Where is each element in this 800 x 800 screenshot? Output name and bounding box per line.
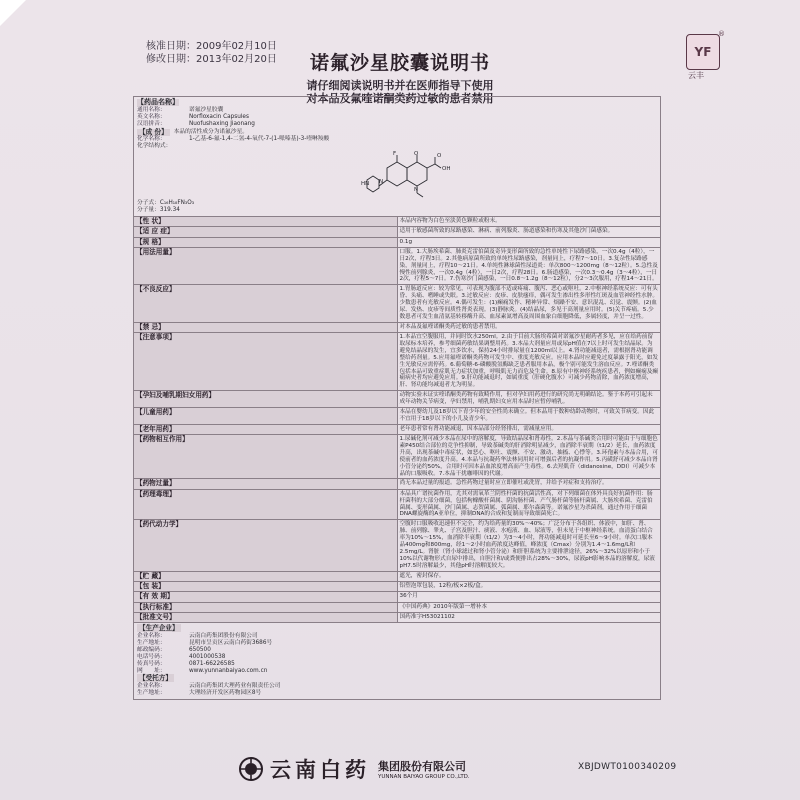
logo-caption: 云丰 — [688, 71, 704, 80]
chemical-structure — [137, 150, 657, 200]
section-row — [134, 435, 661, 479]
entrusted-line — [137, 683, 657, 690]
check-date: 核准日期：2009年02月10日 — [146, 41, 277, 52]
section-label: 【孕妇及哺乳期妇女用药】 — [134, 391, 398, 408]
section-label: 【不良反应】 — [134, 285, 398, 322]
drug-name-key: 通用名称： — [137, 106, 166, 113]
section-text: 36个月 — [397, 592, 661, 602]
section-row — [134, 602, 661, 612]
section-label: 【贮 藏】 — [134, 571, 398, 581]
print-code: XBJDWT0100340209 — [578, 762, 677, 772]
brand-name: 云南白药 — [270, 757, 370, 782]
section-label: 【性 状】 — [134, 216, 398, 226]
entrusted-lines — [137, 683, 657, 697]
structure-key: 化学结构式： — [137, 142, 172, 149]
drug-name-line — [137, 121, 657, 128]
section-label: 【药物过量】 — [134, 479, 398, 489]
section-row — [134, 391, 661, 408]
section-row — [134, 489, 661, 520]
section-text: 口服。1.大肠埃希菌、肺炎克雷伯菌及奇异变形菌所致的急性单纯性下尿路感染，一次0.4g（4粒），一日2次，疗程3日。2.其他病原菌所致的单纯性尿路感染，剂量同上，疗程7～10日。3.复杂性尿路感染，剂量同上，疗程10～21日。4.单纯性淋球菌性尿道炎：单次800～1200mg（8～12粒）。5.急性及慢性前列腺炎，一次0.4g（4粒），一日2次，疗程28日。6.肠道感染，一次0.3～0.4g（3～4粒），一日2次，疗程5～7日。7.伤寒沙门菌感染，一日0.8～1.2g（8～12粒），分2～3次服用，疗程14～21日。 — [397, 247, 661, 284]
molecular-weight: 分子量：319.34 — [137, 206, 180, 213]
entrusted-label: 【受托方】 — [139, 674, 172, 683]
group-name-zh: 集团股份有限公司 — [378, 760, 466, 773]
entrusted-key: 企业名称： — [137, 683, 166, 690]
section-label: 【药理毒理】 — [134, 489, 398, 520]
manufacturer-value: 昆明市呈贡区云南白药街3686号 — [189, 640, 273, 647]
section-row — [134, 247, 661, 284]
svg-text:O: O — [414, 150, 419, 157]
section-label: 【老年用药】 — [134, 424, 398, 434]
drug-name-lines — [137, 107, 657, 128]
section-row — [134, 581, 661, 591]
instructions-table — [133, 96, 661, 700]
manufacturer-key: 企业名称： — [137, 633, 166, 640]
baiyao-emblem-icon — [238, 756, 264, 782]
footer-brand — [238, 754, 470, 784]
section-label: 【注意事项】 — [134, 333, 398, 391]
section-row — [134, 216, 661, 226]
section-text: 空腹时口服吸收迅速但不完全，约为给药量的30%～40%；广泛分布于各组织、体液中，如肝、肾、肺、前列腺、睾丸、子宫及胆汁、痰液、水疱液、血、尿液等，但未见于中枢神经系统。血清蛋白结合率为10%～15%，血消除半衰期（t1/2）为3～4小时，肾功能减退时可延长至6～9小时。单次口服本品400mg和800mg，经1～2小时血药浓度达峰值，峰浓度（Cmax）分别为1.4～1.6mg/L和2.5mg/L。肾脏（肾小球滤过和肾小管分泌）和肝胆系统为主要排泄途径，26%～32%以原形和小于10%以代谢物形式自尿中排出，自胆汁和/或粪便排出占28%～30%，尿液pH影响本品的溶解度，尿液pH7.5时溶解最少，其他pH时溶解度较大。 — [397, 520, 661, 571]
section-label: 【儿童用药】 — [134, 408, 398, 425]
drug-name-value: Nuofushaxing Jiaonang — [189, 120, 255, 127]
chem-name-key: 化学名称： — [137, 135, 166, 142]
section-text: 本品内容物为白色至淡黄色颗粒或粉末。 — [397, 216, 661, 226]
svg-text:F: F — [393, 150, 397, 157]
section-label: 【用法用量】 — [134, 247, 398, 284]
drug-name-line — [137, 114, 657, 121]
group-name-en: YUNNAN BAIYAO GROUP CO.,LTD. — [378, 774, 470, 780]
section-row — [134, 520, 661, 571]
section-label: 【适 应 症】 — [134, 227, 398, 237]
section-text: 1.胃肠道反应：较为常见，可表现为腹部不适或疼痛、腹泻、恶心或呕吐。2.中枢神经系统反应：可有头昏、头痛、嗜睡或失眠。3.过敏反应：皮疹、皮肤瘙痒，偶可发生渗出性多形性红斑及血管神经性水肿。少数患者有光敏反应。4.偶可发生：(1)癫痫发作、精神异常、烦躁不安、意识混乱、幻觉、震颤。(2)血尿、发热、皮疹等间质性肾炎表现。(3)静脉炎。(4)结晶尿，多见于高剂量应用时。(5)关节疼痛。5.少数患者可发生血清氨基转移酶升高、血尿素氮增高及周围血象白细胞降低，多属轻度，并呈一过性。 — [397, 285, 661, 322]
section-text: 动物实验未证实喹诺酮类药物有致畸作用，但对孕妇用药进行的研究尚无明确结论。鉴于本药可引起未成年动物关节病变，孕妇禁用，哺乳期妇女应用本品时应暂停哺乳。 — [397, 391, 661, 408]
section-row — [134, 227, 661, 237]
yunfeng-logo-icon: YF — [686, 34, 720, 70]
section-text: 1.尿碱化剂可减少本品在尿中的溶解度，导致结晶尿和肾毒性。2.本品与茶碱类合用时可能由于与细胞色素P450结合部位的竞争性抑制，导致茶碱类的肝消除明显减少，血消除半衰期（t1/2）延长，血药浓度升高，出现茶碱中毒症状，如恶心、呕吐、震颤、不安、激动、抽搐、心悸等。3.环孢素与本品合用，可使前者的血药浓度升高。4.本品与抗凝药华法林同用时可增强后者的抗凝作用。5.丙磺舒可减少本品自肾小管分泌约50%，合用时可因本品血浓度增高而产生毒性。6.去羟肌苷（didanosine，DDI）可减少本品的口服吸收。7.本品干扰咖啡因的代谢。 — [397, 435, 661, 479]
section-row — [134, 571, 661, 581]
registered-mark-icon: ® — [718, 30, 725, 38]
chemical-structure-icon — [347, 150, 467, 200]
entrusted-value: 大理经济开发区药物园区8号 — [189, 690, 262, 697]
section-text: 0.1g — [397, 237, 661, 247]
drug-name-line — [137, 107, 657, 114]
section-row — [134, 237, 661, 247]
section-row — [134, 592, 661, 602]
section-text: 1.本品宜空腹服用，并同时饮水250ml。2.由于目前大肠埃希菌对诺氟沙星耐药者多见，应在给药前留取尿标本培养，参考细菌药敏结果调整用药。3.本品大剂量应用或尿pH值在7以上时可发生结晶尿。为避免结晶尿的发生，宜多饮水，保持24小时排尿量在1200ml以上。4.肾功能减退者，需根据肾功能调整给药剂量。5.应用氟喹诺酮类药物可发生中、重度光敏反应。应用本品时应避免过度暴露于阳光，如发生光敏反应需停药。6.葡萄糖-6-磷酸脱氢酶缺乏患者服用本品，极个别可能发生溶血反应。7.喹诺酮类包括本品可致重症肌无力症状加重，呼吸肌无力而危及生命。8.原有中枢神经系统疾患者，例如癫痫及癫痫病史者均应避免应用。9.肝功能减退时，如属重度（肝硬化腹水）可减少药物清除，血药浓度增高，肝、肾功能均减退者尤为明显。 — [397, 333, 661, 391]
manufacturer-key: 电话号码： — [137, 654, 166, 661]
svg-text:N: N — [414, 186, 419, 193]
page-title: 诺氟沙星胶囊说明书 — [309, 52, 490, 74]
drug-name-label: 【药品名称】 — [137, 98, 179, 106]
section-text: 铝塑泡罩包装，12粒/板×2板/盒。 — [397, 581, 661, 591]
ingredient-text: 本品的活性成分为诺氟沙星。 — [173, 128, 249, 135]
section-row — [134, 479, 661, 489]
svg-text:O: O — [437, 152, 442, 159]
drug-name-value: 诺氟沙星胶囊 — [189, 106, 224, 113]
manufacturer-lines — [137, 633, 657, 675]
section-text: 本品在婴幼儿及18岁以下青少年的安全性尚未确立。但本品用于数种幼龄动物时，可致关节病变。因此不宜用于18岁以下的小儿及青少年。 — [397, 408, 661, 425]
entrusted-value: 云南白药集团大理药业有限责任公司 — [189, 683, 281, 690]
manufacturer-value: 4001000538 — [189, 654, 226, 661]
entrusted-key: 生产地址： — [137, 690, 166, 697]
section-row — [134, 285, 661, 322]
manufacturer-key: 生产地址： — [137, 640, 166, 647]
section-label: 【禁 忌】 — [134, 322, 398, 332]
revise-date: 修改日期：2013年02月20日 — [146, 54, 277, 65]
section-label: 【药代动力学】 — [134, 520, 398, 571]
warning-line-2: 对本品及氟喹诺酮类药过敏的患者禁用 — [306, 92, 494, 105]
manufacturer-label: 【生产企业】 — [139, 624, 179, 633]
manufacturer-row — [134, 623, 661, 700]
section-label: 【规 格】 — [134, 237, 398, 247]
manufacturer-value: 0871-66226585 — [189, 661, 235, 668]
instructions-body — [133, 96, 661, 716]
molecular-formula: 分子式：C₁₆H₁₈FN₃O₃ — [137, 199, 194, 206]
manufacturer-line — [137, 668, 657, 675]
section-label: 【执行标准】 — [134, 602, 398, 612]
chem-name-value: 1-乙基-6-氟-1,4-二氢-4-氧代-7-(1-哌嗪基)-3-喹啉羧酸 — [189, 135, 330, 142]
section-text: 适用于敏感菌所致的尿路感染、淋病、前列腺炎、肠道感染和伤寒及其他沙门菌感染。 — [397, 227, 661, 237]
manufacturer-key: 邮政编码： — [137, 647, 166, 654]
section-row — [134, 322, 661, 332]
folded-corner — [0, 0, 26, 26]
manufacturer-key: 网 址： — [137, 668, 166, 675]
entrusted-line — [137, 690, 657, 697]
section-label: 【批准文号】 — [134, 612, 398, 622]
sections-body — [134, 216, 661, 622]
section-text: 尚无本品过量的报道。急性药物过量时应立即催吐或洗胃，并给予对症和支持治疗。 — [397, 479, 661, 489]
manufacturer-value: 云南白药集团股份有限公司 — [189, 633, 258, 640]
section-label: 【包 装】 — [134, 581, 398, 591]
drug-name-value: Norfloxacin Capsules — [189, 113, 249, 120]
section-row — [134, 333, 661, 391]
section-text: 本品具广谱抗菌作用，尤其对需氧革兰阴性杆菌的抗菌活性高，对下列细菌在体外具良好抗菌作用：肠杆菌科的大部分细菌，包括枸橼酸杆菌属、阴沟肠杆菌、产气肠杆菌等肠杆菌属、大肠埃希菌、克雷伯菌属、变形菌属、沙门菌属、志贺菌属、弧菌属、耶尔森菌等。诺氟沙星为杀菌剂，通过作用于细菌DNA螺旋酶的A亚单位，抑制DNA的合成和复制而导致细菌死亡。 — [397, 489, 661, 520]
section-text: 老年患者常有肾功能减退，因本品部分经肾排出，需减量应用。 — [397, 424, 661, 434]
section-row — [134, 612, 661, 622]
manufacturer-value: 650500 — [189, 647, 211, 654]
manufacturer-line — [137, 654, 657, 661]
drug-name-key: 英文名称： — [137, 113, 166, 120]
manufacturer-line — [137, 640, 657, 647]
warning-line-1: 请仔细阅读说明书并在医师指导下使用 — [306, 79, 494, 92]
manufacturer-value: www.yunnanbaiyao.com.cn — [189, 668, 268, 675]
section-text: 遮光，密封保存。 — [397, 571, 661, 581]
manufacturer-line — [137, 661, 657, 668]
section-text: 对本品及氟喹诺酮类药过敏的患者禁用。 — [397, 322, 661, 332]
manufacturer-key: 传真号码： — [137, 661, 166, 668]
drug-name-key: 汉语拼音： — [137, 120, 166, 127]
svg-text:OH: OH — [442, 165, 451, 172]
section-row — [134, 424, 661, 434]
section-text: 国药准字H53021102 — [397, 612, 661, 622]
section-row — [134, 408, 661, 425]
section-label: 【有 效 期】 — [134, 592, 398, 602]
drug-name-row — [134, 97, 661, 217]
section-label: 【药物相互作用】 — [134, 435, 398, 479]
manufacturer-line — [137, 647, 657, 654]
ingredient-label: 【成 份】 — [139, 127, 168, 136]
svg-text:HN: HN — [361, 180, 370, 187]
svg-text:N: N — [379, 178, 384, 185]
section-text: 《中国药典》2010年版第一增补本 — [397, 602, 661, 612]
